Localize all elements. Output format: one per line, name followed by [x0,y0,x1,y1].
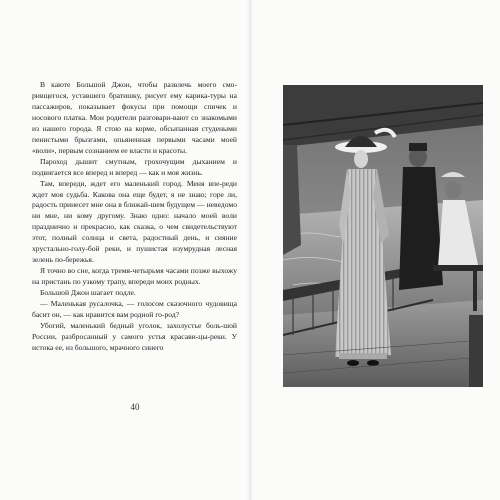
paragraph: Там, впереди, ждет его маленький город. Меня впе-реди ждет моя судьба. Какова она еще будет, я не знаю; горе ли, радость принесет мне она в ближай-шем будущем — неведомо ни мне, ни кому другому. Знаю одно: начало моей воли празднично и прекрасно, как сказка, о чем свидетельствуют этот, полный солнца и света, радостный день, и сияние хрустально-голу-бой реки, и пушистая изумрудная лесная зелень по-бережья. [32,178,237,265]
steamer-deck-illustration [283,85,483,387]
paragraph: Убогий, маленький бедный уголок, захолустье боль-шой России, разбросанный у самого устья красави-цы-реки. У истока ее, из большого, мрачного синего [32,320,237,352]
paragraph: Пароход дышит смутным, грохочущим дыханием и подвигается все вперед и вперед — как и моя жизнь. [32,156,237,177]
paragraph: Я точно во сне, когда тремя-четырьмя часами позже выхожу на пристань по узкому трапу, впереди моих родных. [32,266,237,287]
paragraph: В каюте Большой Джон, чтобы развлечь моего смо-ривщегося, уставшего братишку, рисует ему карика-туры на пассажиров, показывает фокусы при помощи спичек и носового платка. Мои родители разговари-вают со знакомыми из нашего города. Я стою на корме, обсыпанная студеными пенистыми брызгами, опьяненная первыми часами моей «воли», первым сознанием ее власти и красоты. [32,80,237,155]
paragraph: — Маленькая русалочка, — голосом сказочного чудовища басит он, — как нравится вам родной го-род? [32,299,237,320]
body-text [32,80,237,354]
illustration-drawing [283,85,483,387]
page-number: 40 [130,402,140,412]
paragraph: Большой Джон шагает подле. [40,288,136,298]
